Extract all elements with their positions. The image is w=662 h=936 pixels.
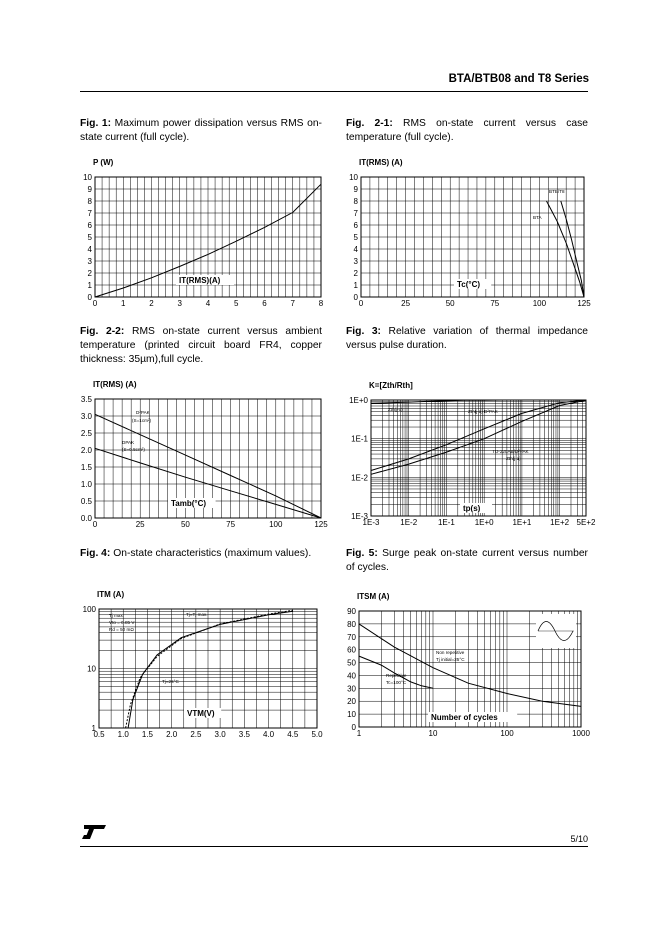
series-title: BTA/BTB08 and T8 Series — [448, 73, 589, 85]
y-tick-label: 4 — [353, 245, 358, 254]
y-tick-label: 10 — [83, 173, 92, 182]
x-tick-label: 1E+2 — [550, 518, 570, 527]
y-tick-label: 1.5 — [80, 463, 92, 472]
x-tick-label: 25 — [135, 520, 145, 529]
chart-fig22 — [81, 380, 328, 529]
y-tick-label: 3.5 — [80, 395, 92, 404]
chart-fig21 — [349, 158, 591, 308]
x-tick-label: 4.5 — [287, 730, 299, 739]
x-tick-label: 2.0 — [166, 730, 178, 739]
annotation-label: D²PAK — [136, 410, 150, 415]
caption-fig5: Fig. 5: Surge peak on-state current versus number of cycles. — [346, 548, 588, 573]
annotation-label: Rd = 50 mΩ — [109, 627, 134, 632]
x-tick-label: 0.5 — [93, 730, 105, 739]
x-tick-label: 125 — [577, 299, 591, 308]
y-tick-label: 1E-3 — [351, 512, 368, 521]
annotation-label: Tj initial=25°C — [436, 657, 465, 662]
x-tick-label: 8 — [318, 299, 324, 308]
x-tick-label: 25 — [401, 299, 411, 308]
annotation-label: Zth(j-a) — [506, 456, 521, 461]
chart-fig5 — [347, 592, 590, 738]
y-tick-label: 2 — [353, 269, 358, 278]
y-axis-title: K=[Zth/Rth] — [369, 381, 413, 390]
caption-fig2-1: Fig. 2-1: RMS on-state current versus case temperature (full cycle). — [346, 118, 588, 143]
y-tick-label: 50 — [347, 658, 356, 668]
y-tick-label: 1.0 — [80, 480, 92, 489]
annotation-label: Tj=25°C — [162, 679, 179, 684]
annotation-label: BTA — [533, 215, 542, 220]
x-tick-label: 4.0 — [262, 730, 275, 739]
y-tick-label: 10 — [347, 710, 356, 720]
x-tick-label: 1E+0 — [474, 518, 494, 527]
y-tick-label: 60 — [347, 645, 356, 655]
x-tick-label: 1 — [121, 299, 126, 308]
annotation-label: (S=1cm²) — [132, 418, 152, 423]
x-tick-label: 100 — [269, 520, 283, 529]
x-tick-label: 125 — [314, 520, 328, 529]
x-tick-label: 5E+2 — [576, 518, 596, 527]
y-tick-label: 6 — [87, 221, 92, 230]
y-tick-label: 1E+0 — [349, 396, 368, 405]
page-number: 5/10 — [570, 834, 588, 844]
y-tick-label: 0.5 — [80, 497, 92, 506]
x-tick-label: 10 — [428, 729, 438, 738]
y-tick-label: 6 — [353, 221, 358, 230]
y-tick-label: 40 — [347, 671, 356, 681]
x-tick-label: 2 — [149, 299, 154, 308]
x-axis-title: VTM(V) — [187, 709, 215, 718]
y-tick-label: 10 — [87, 664, 96, 674]
y-tick-label: 1E-1 — [351, 434, 368, 444]
y-tick-label: 90 — [347, 607, 356, 616]
y-tick-label: 9 — [353, 185, 358, 194]
annotation-label: BTB/T8 — [549, 189, 565, 194]
x-tick-label: 5 — [234, 299, 239, 308]
y-tick-label: 8 — [87, 197, 92, 206]
annotation-label: Repetitive — [386, 673, 407, 678]
y-tick-label: 9 — [87, 185, 92, 194]
y-tick-label: 2.0 — [80, 446, 92, 455]
footer-rule — [80, 846, 588, 847]
chart-fig3 — [349, 381, 596, 527]
st-logo-icon — [80, 823, 108, 841]
annotation-label: Zth(j-a) D²PAK — [468, 409, 498, 414]
x-tick-label: 100 — [532, 299, 547, 308]
x-tick-label: 3.5 — [238, 730, 250, 739]
y-tick-label: 80 — [347, 619, 356, 629]
x-tick-label: 1000 — [572, 729, 590, 738]
x-tick-label: 50 — [445, 299, 455, 308]
y-tick-label: 30 — [347, 684, 356, 694]
x-tick-label: 1E-2 — [400, 518, 418, 527]
y-tick-label: 20 — [347, 697, 356, 707]
x-tick-label: 1E-3 — [362, 518, 380, 527]
x-tick-label: 1.0 — [117, 730, 129, 739]
annotation-label: Zth(j-c) — [388, 407, 403, 412]
x-tick-label: 1.5 — [141, 730, 154, 739]
caption-fig1: Fig. 1: Maximum power dissipation versus RMS on-state current (full cycle). — [80, 118, 322, 143]
y-axis-title: IT(RMS) (A) — [93, 380, 137, 389]
sine-pulse-icon — [536, 614, 576, 648]
y-tick-label: 1 — [353, 281, 358, 290]
x-axis-title: Tamb(°C) — [171, 499, 207, 508]
caption-fig4: Fig. 4: On-state characteristics (maximum values). — [80, 548, 312, 559]
x-tick-label: 1E-1 — [437, 518, 455, 527]
y-tick-label: 0 — [87, 293, 92, 302]
annotation-label: Tj max. — [109, 613, 125, 618]
x-axis-title: Tc(°C) — [457, 280, 481, 289]
y-axis-title: ITSM (A) — [357, 592, 390, 601]
x-tick-label: 0 — [92, 520, 98, 529]
y-tick-label: 0.0 — [80, 514, 92, 523]
y-axis-title: P (W) — [93, 158, 114, 167]
y-tick-label: 1E-2 — [351, 473, 368, 483]
x-tick-label: 3 — [177, 299, 182, 308]
y-axis-title: ITM (A) — [97, 590, 125, 599]
y-tick-label: 2.5 — [80, 429, 92, 438]
x-tick-label: 7 — [290, 299, 295, 308]
x-axis-title: tp(s) — [463, 504, 481, 513]
y-tick-label: 5 — [87, 233, 92, 242]
y-tick-label: 0 — [353, 293, 358, 302]
y-tick-label: 7 — [87, 209, 92, 218]
x-tick-label: 4 — [205, 299, 211, 308]
x-tick-label: 100 — [500, 729, 514, 738]
x-tick-label: 3.0 — [214, 730, 226, 739]
x-tick-label: 0 — [92, 299, 98, 308]
caption-fig3: Fig. 3: Relative variation of thermal impedance versus pulse duration. — [346, 326, 588, 351]
y-tick-label: 100 — [82, 605, 96, 614]
gridlines — [371, 400, 586, 516]
y-tick-label: 3 — [87, 257, 92, 266]
y-tick-label: 3 — [353, 257, 358, 266]
x-tick-label: 1 — [356, 729, 362, 738]
y-tick-label: 10 — [349, 173, 358, 182]
x-axis-title: Number of cycles — [431, 713, 498, 722]
x-tick-label: 50 — [180, 520, 190, 529]
x-tick-label: 75 — [490, 299, 500, 308]
x-tick-label: 5.0 — [311, 730, 323, 739]
y-tick-label: 5 — [353, 233, 358, 242]
chart-fig4 — [83, 590, 323, 739]
y-tick-label: 1 — [91, 724, 96, 733]
annotation-label: DPAK — [122, 440, 135, 445]
x-tick-label: 6 — [262, 299, 267, 308]
y-tick-label: 7 — [353, 209, 358, 218]
annotation-label: Vto = 0.85 V — [109, 620, 135, 625]
y-tick-label: 4 — [87, 245, 92, 254]
y-tick-label: 1 — [87, 281, 92, 290]
y-tick-label: 8 — [353, 197, 358, 206]
x-axis-title: IT(RMS)(A) — [179, 276, 221, 285]
annotation-label: (S=0.5cm²) — [122, 447, 145, 452]
y-tick-label: 2 — [87, 269, 92, 278]
caption-fig2-2: Fig. 2-2: RMS on-state current versus ambient temperature (printed circuit board FR4, copper thickness: 35µm),full cycle. — [80, 326, 322, 365]
annotation-label: Non repetitive — [436, 650, 465, 655]
x-tick-label: 2.5 — [190, 730, 202, 739]
x-tick-label: 1E+1 — [512, 518, 532, 527]
annotation-label: TO-220AB/D²PAK — [492, 449, 529, 454]
y-axis-title: IT(RMS) (A) — [359, 158, 403, 167]
y-tick-label: 70 — [347, 632, 356, 642]
x-tick-label: 75 — [226, 520, 236, 529]
y-tick-label: 0 — [351, 723, 356, 732]
y-tick-label: 3.0 — [80, 412, 92, 421]
annotation-label: Tc=100°C — [386, 680, 407, 685]
annotation-label: Tj=Tj max. — [186, 612, 208, 617]
x-tick-label: 0 — [358, 299, 364, 308]
chart-fig1 — [83, 158, 324, 308]
